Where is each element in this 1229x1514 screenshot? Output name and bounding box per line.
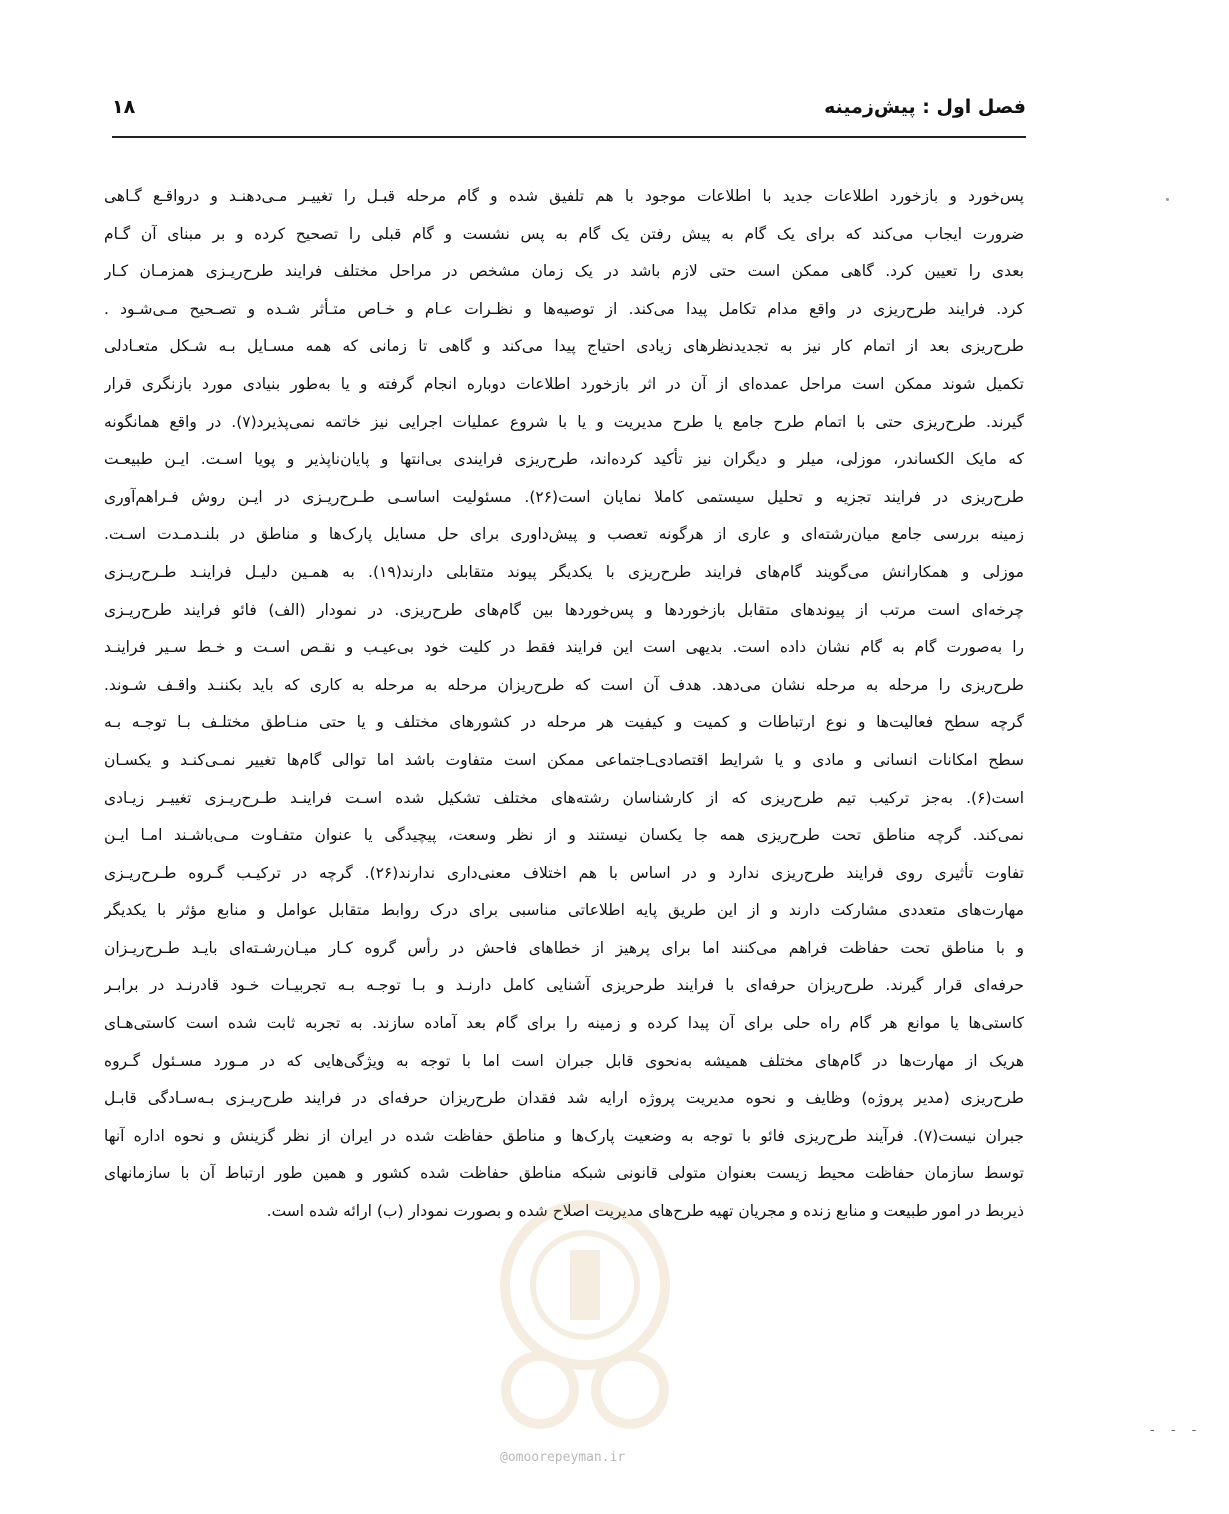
text-line: گرچه سطح فعالیت‌ها و نوع ارتباطات و کمیت و کیفیت هر مرحله در کشورهای مختلف و یا حتی منـاطق مختلـف بـا توجـه بـه — [104, 713, 1024, 732]
text-line: موزلی و همکارانش می‌گویند گام‌های فرایند طرح‌ریزی با یکدیگر پیوند متقابلی دارند(۱۹). به همـین دلیـل فراینـد طـرح‌ریـزی — [104, 562, 1024, 581]
watermark-site: @omoorepeyman.ir — [500, 1450, 626, 1465]
text-line: ضرورت ایجاب می‌کند که برای یک گام به پیش رفتن یک گام به پس نشست و گام قبلی را تصحیح کرده و بر مبنای آن گـام — [104, 224, 1024, 243]
text-line: کرد. فرایند طرح‌ریزی در واقع مدام تکامل پیدا می‌کند. از توصیه‌ها و نظـرات عـام و خـاص متـأثر شـده و تصـحیح مـی‌شـود . — [104, 299, 1024, 318]
text-line: طرح‌ریزی بعد از اتمام کار نیز به تجدیدنظرهای زیادی احتیاج پیدا می‌کند و گاهی تا زمانی که همه مسـایل بـه شـکل متعـادلی — [104, 337, 1024, 356]
page-header — [112, 92, 1026, 128]
text-line: پس‌خورد و بازخورد اطلاعات جدید با اطلاعات موجود با هم تلفیق شده و گام مرحله قبـل را تغییـر مـی‌دهنـد و درواقـع گـاهی — [104, 187, 1024, 205]
text-line: زمینه بررسی جامع میان‌رشته‌ای و عاری از هرگونه تعصب و پیش‌داوری برای حل مسایل پارک‌ها و مناطق در بلنـدمـدت اسـت. — [104, 525, 1024, 544]
text-line: گیرند. طرح‌ریزی حتی با اتمام طرح جامع یا طرح مدیریت و یا با شروع عملیات اجرایی نیز خاتمه نمی‌پذیرد(۷). در واقع همانگونه — [104, 412, 1024, 431]
text-line: حرفه‌ای قرار گیرند. طرح‌ریزان حرفه‌ای با فرایند طرحریزی آشنایی کامل دارنـد و بـا توجـه بـه تجربیـات خـود قادرنـد در برابـر — [104, 976, 1024, 995]
watermark-logo — [490, 1190, 680, 1450]
text-line: و با مناطق تحت حفاظت فراهم می‌کنند اما برای پرهیز از خطاهای فاحش در رأس گروه کـار میـان‌رشـته‌ای بایـد طـرح‌ریـزان — [104, 938, 1024, 957]
page-number: ۱۸ — [112, 96, 136, 118]
text-line: مهارت‌های متعددی مشارکت دارند و از این طریق پایه اطلاعاتی مناسبی برای درک روابط متقابل عوامل و منابع مؤثر با یکدیگر — [104, 901, 1024, 920]
text-line: که مایک الکساندر، موزلی، میلر و دیگران نیز تأکید کرده‌اند، طرح‌ریزی فرایندی بی‌انتها و پایان‌ناپذیر و پویا اسـت. ایـن طبیعـت — [104, 450, 1024, 469]
text-line: طرح‌ریزی در فرایند تجزیه و تحلیل سیستمی کاملا نمایان است(۲۶). مسئولیت اساسـی طـرح‌ریـزی در ایـن روش فـراهم‌آوری — [104, 487, 1024, 506]
margin-mark — [1166, 198, 1169, 201]
text-line: است(۶). به‌جز ترکیب تیم طرح‌ریزی که از کارشناسان رشته‌های مختلف تشکیل شده اسـت فراینـد طـرح‌ریـزی تغییـر زیـادی — [104, 788, 1024, 807]
text-line: ذیربط در امور طبیعت و منابع زنده و مجریان تهیه طرح‌های مدیریت اصلاح شده و بصورت نمودار (ب) ارائه شده است. — [266, 1202, 1024, 1221]
text-line: بعدی را تعیین کرد. گاهی ممکن است حتی لازم باشد در یک زمان مشخص در مراحل مختلف فرایند طرح‌ریـزی همزمـان کـار — [104, 262, 1024, 281]
text-line: طرح‌ریزی (مدیر پروژه) وظایف و نحوه مدیریت پروژه ارایه شد فقدان طرح‌ریزان حرفه‌ای در فرایند طرح‌ریـزی بـه‌سـادگی قابـل — [104, 1089, 1024, 1108]
text-line: کاستی‌ها یا موانع هر گام راه حلی برای آن پیدا کرده و زمینه را برای گام بعد آماده سازند. به تجربه ثابت شده است کاستی‌هـای — [104, 1014, 1024, 1033]
text-line: سطح امکانات انسانی و مادی و یا شرایط اقتصادی‌ـاجتماعی ممکن است متفاوت باشد اما توالی گام‌ها تغییر نمـی‌کنـد و یکسـان — [104, 750, 1024, 769]
text-line: هریک از مهارت‌ها در گام‌های مختلف همیشه به‌نحوی قابل جبران است اما با توجه به ویژگی‌هایی که در مـورد مسـئول گـروه — [104, 1051, 1024, 1070]
text-line: تفاوت تأثیری روی فرایند طرح‌ریزی ندارد و در اساس با هم اختلاف معنی‌داری ندارند(۲۶). گرچه در ترکیـب گـروه طـرح‌ریـزی — [104, 863, 1024, 882]
text-line: نمی‌کند. گرچه مناطق تحت طرح‌ریزی همه جا یکسان نیستند و از نظر وسعت، پیچیدگی یا عنوان متفـاوت مـی‌باشـند امـا ایـن — [104, 826, 1024, 845]
text-line: تکمیل شوند ممکن است مراحل عمده‌ای از آن در اثر بازخورد اطلاعات دوباره انجام گرفته و یا به‌طور بنیادی مورد بازنگری قرار — [104, 374, 1024, 393]
body-paragraph — [104, 178, 1024, 1231]
header-rule — [112, 136, 1026, 138]
text-line: طرح‌ریزی را مرحله به مرحله نشان می‌دهد. هدف آن است که طرح‌ریزان مرحله به مرحله به کاری که باید بکننـد واقـف شـوند. — [104, 675, 1024, 694]
text-line: چرخه‌ای است مرتب از پیوندهای متقابل بازخوردها و پس‌خوردها بین گام‌های طرح‌ریزی. در نمودار (الف) فائو فرایند طرح‌ریـزی — [104, 600, 1024, 619]
text-line: توسط سازمان حفاظت محیط زیست بعنوان متولی قانونی شبکه مناطق حفاظت شده کشور و همین طور ارتباط آن با سازمانهای — [104, 1164, 1024, 1183]
chapter-title: فصل اول : پیش‌زمینه — [824, 96, 1026, 118]
margin-dashes: - - - — [1150, 1423, 1203, 1438]
text-line: را به‌صورت گام به گام نشان داده است. بدیهی است این فرایند فقط در کلیت خود بی‌عیـب و نقـص اسـت و خـط سـیر فراینـد — [104, 638, 1024, 657]
text-line: جبران نیست(۷). فرآیند طرح‌ریزی فائو با توجه به وضعیت پارک‌ها و مناطق حفاظت شده در ایران از نظر گزینش و نحوه اداره آنها — [104, 1126, 1024, 1145]
